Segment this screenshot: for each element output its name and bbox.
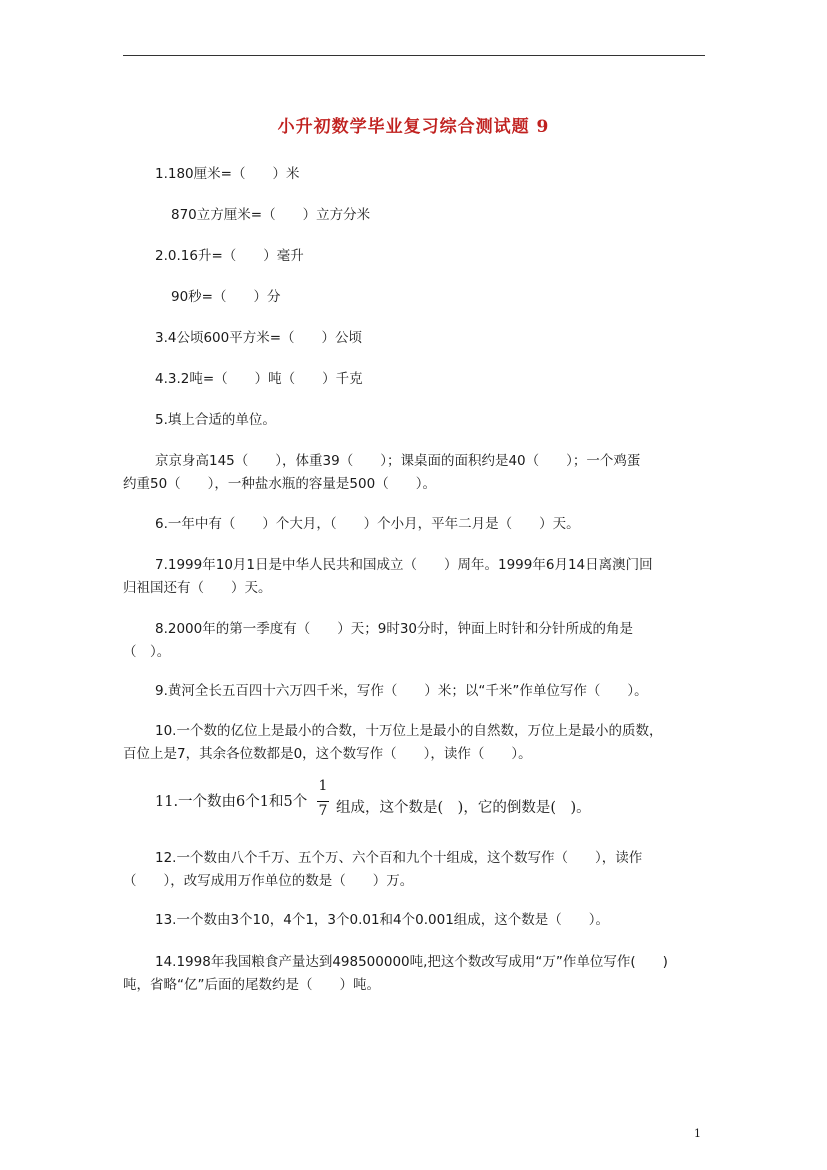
question-line: 10.一个数的亿位上是最小的合数，十万位上是最小的自然数，万位上是最小的质数， (155, 723, 663, 739)
question-line: 12.一个数由八个千万、五个万、六个百和九个十组成，这个数写作（ ），读作 (155, 850, 643, 866)
question-line: （ ）。 (123, 644, 171, 660)
question-line: 3.4公顷600平方米=（ ）公顷 (155, 330, 363, 346)
question-line: 90秒=（ ）分 (171, 289, 281, 305)
question-line: 7.1999年10月1日是中华人民共和国成立（ ）周年。1999年6月14日离澳门回 (155, 557, 653, 573)
question-line: 约重50（ ），一种盐水瓶的容量是500（ ）。 (123, 476, 436, 492)
fraction-denominator: 7 (318, 803, 328, 819)
fraction-bar (317, 801, 329, 802)
question-line: 2.0.16升=（ ）毫升 (155, 248, 304, 264)
question-line: 百位上是7，其余各位数都是0，这个数写作（ ），读作（ ）。 (123, 746, 532, 762)
question-line: 吨，省略“亿”后面的尾数约是（ ）吨。 (123, 977, 380, 993)
question-line: 4.3.2吨=（ ）吨（ ）千克 (155, 371, 363, 387)
question-line: 6.一年中有（ ）个大月，（ ）个小月，平年二月是（ ）天。 (155, 516, 580, 532)
fraction-numerator: 1 (318, 778, 328, 794)
question-line: 5.填上合适的单位。 (155, 412, 276, 428)
page-number: 1 (694, 1127, 701, 1140)
question-11-prefix: 11.一个数由6个1和5个 (155, 794, 308, 810)
question-11-suffix: 组成，这个数是( )，它的倒数是( )。 (336, 800, 591, 816)
question-line: 1.180厘米=（ ）米 (155, 166, 300, 182)
question-line: 870立方厘米=（ ）立方分米 (171, 207, 371, 223)
question-line: 14.1998年我国粮食产量达到498500000吨,把这个数改写成用“万”作单位写作( ) (155, 954, 668, 970)
question-line: 归祖国还有（ ）天。 (123, 580, 272, 596)
question-line: （ ），改写成用万作单位的数是（ ）万。 (123, 873, 414, 889)
question-line: 9.黄河全长五百四十六万四千米，写作（ ）米；以“千米”作单位写作（ ）。 (155, 683, 648, 699)
header-rule (123, 55, 705, 56)
question-line: 8.2000年的第一季度有（ ）天；9时30分时，钟面上时针和分针所成的角是 (155, 621, 634, 637)
page-title: 小升初数学毕业复习综合测试题 9 (277, 117, 550, 137)
question-line: 13.一个数由3个10，4个1，3个0.01和4个0.001组成，这个数是（ ）。 (155, 912, 610, 928)
question-line: 京京身高145（ ），体重39（ ）；课桌面的面积约是40（ ）；一个鸡蛋 (155, 453, 641, 469)
